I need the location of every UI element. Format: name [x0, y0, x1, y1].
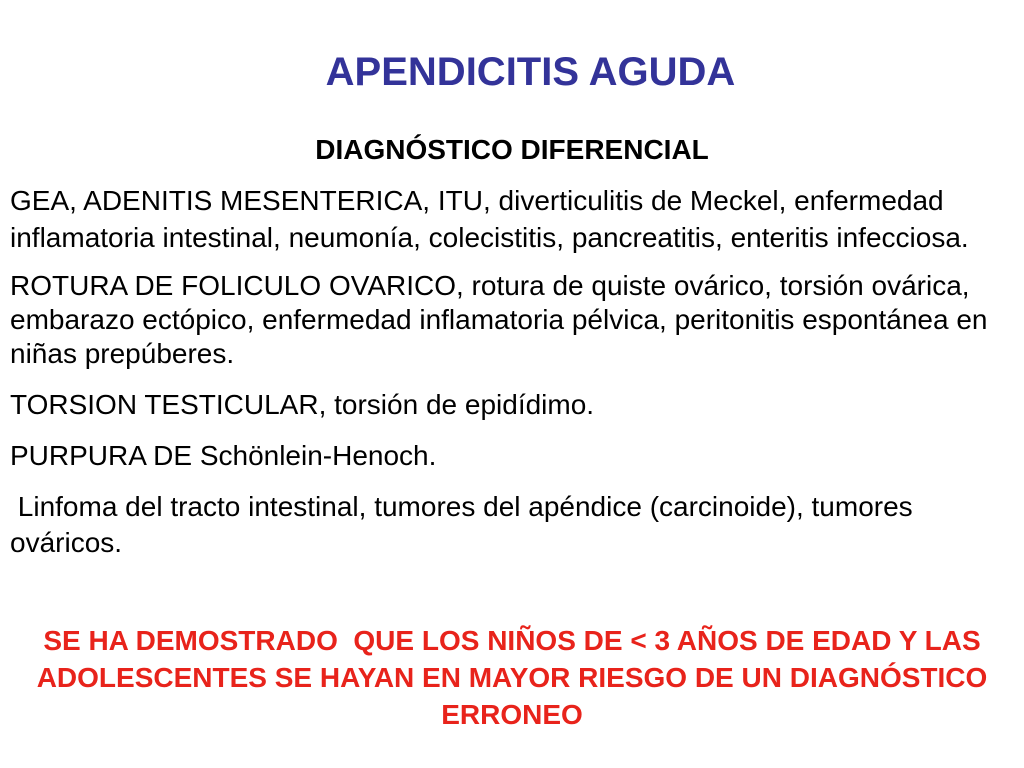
paragraph-gynecologic	[10, 269, 1014, 371]
section-subtitle: DIAGNÓSTICO DIFERENCIAL	[315, 134, 709, 165]
paragraph-line: niñas prepúberes.	[10, 338, 235, 369]
warning-line: ERRONEO	[441, 699, 583, 730]
paragraph-line: PURPURA DE Schönlein-Henoch.	[10, 440, 437, 471]
paragraph-testicular	[10, 387, 1014, 423]
paragraph-line: inflamatoria intestinal, neumonía, colecistitis, pancreatitis, enteritis infecciosa.	[10, 222, 969, 253]
warning-line: SE HA DEMOSTRADO QUE LOS NIÑOS DE < 3 AÑOS DE EDAD Y LAS	[43, 625, 981, 656]
paragraph-line: TORSION TESTICULAR, torsión de epidídimo.	[10, 389, 595, 420]
paragraph-purpura	[10, 438, 1014, 474]
slide-title: APENDICITIS AGUDA	[325, 50, 736, 94]
paragraph-line: embarazo ectópico, enfermedad inflamatoria pélvica, peritonitis espontánea en	[10, 304, 988, 335]
paragraph-line: ROTURA DE FOLICULO OVARICO, rotura de quiste ovárico, torsión ovárica,	[10, 270, 970, 301]
warning-line: ADOLESCENTES SE HAYAN EN MAYOR RIESGO DE UN DIAGNÓSTICO	[36, 662, 988, 693]
paragraph-tumors	[10, 489, 1014, 561]
risk-warning	[0, 622, 1024, 733]
paragraph-line: Linfoma del tracto intestinal, tumores del apéndice (carcinoide), tumores	[10, 491, 913, 522]
paragraph-gastrointestinal	[10, 182, 1014, 256]
paragraph-line: ováricos.	[10, 527, 123, 558]
paragraph-line: GEA, ADENITIS MESENTERICA, ITU, diverticulitis de Meckel, enfermedad	[10, 185, 944, 216]
